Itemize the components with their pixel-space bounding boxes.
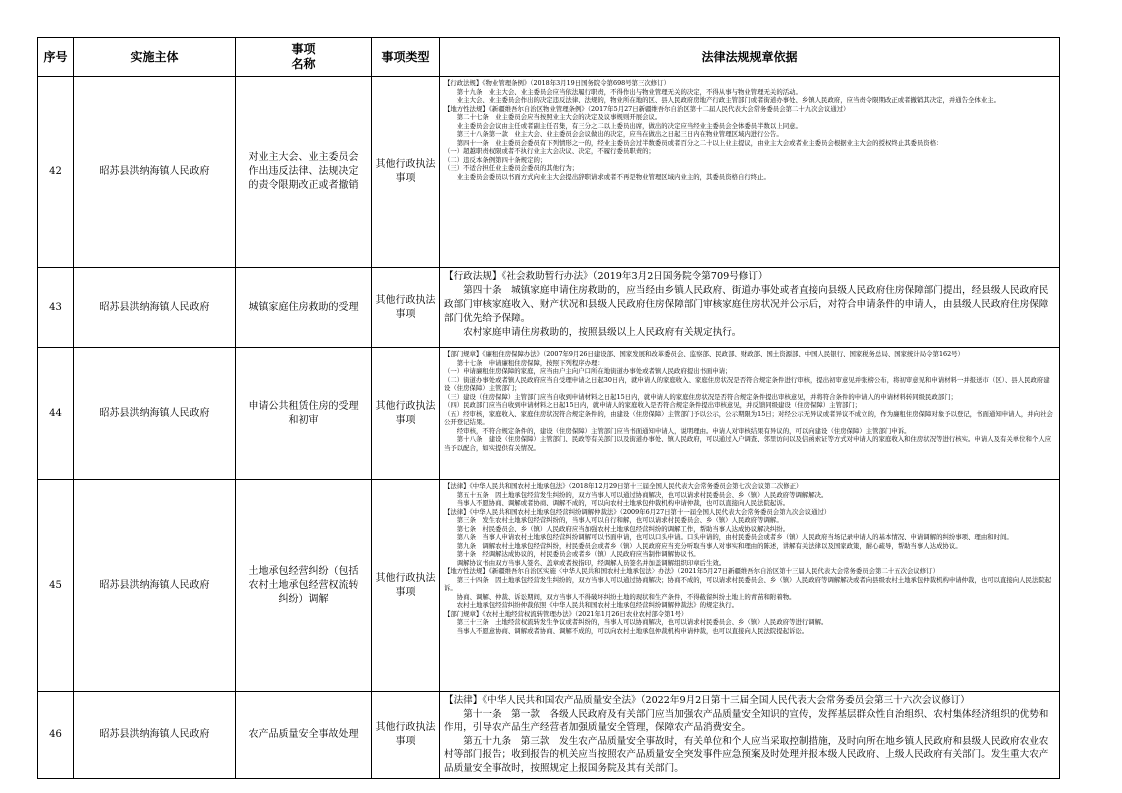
header-subject: 实施主体 (74, 38, 236, 77)
row-basis (440, 77, 1060, 268)
row-subject: 昭苏县洪纳海镇人民政府 (74, 692, 236, 779)
basis-line: （三）不适合担任业主委员会委员的其他行为； (444, 164, 579, 172)
row-type: 其他行政执法事项 (372, 692, 440, 779)
row-type: 其他行政执法事项 (372, 480, 440, 692)
header-row (38, 38, 1060, 77)
basis-line: 农村土地承包经营纠纷仲裁依照《中华人民共和国农村土地承包经营纠纷调解仲裁法》的规定执行。 (456, 601, 738, 609)
row-seq: 46 (38, 692, 74, 779)
basis-line: 第四十条 城镇家庭申请住房救助的，应当经由乡镇人民政府、街道办事处或者直接向县级人民政府住房保障部门提出，经县级人民政府民政部门审核家庭收入、财产状况和县级人民政府住房保障部门审核家庭住房状况并公示后，对符合申请条件的申请人，由县级人民政府住房保障部门优先给予保障。 (444, 285, 1049, 324)
basis-line: （三）建设（住房保障）主管部门应当自收到申请材料之日起15日内，就申请人的家庭住房状况是否符合规定条件提出审核意见，并将符合条件的申请人的申请材料转同级民政部门； (444, 392, 957, 401)
basis-line: 业主大会、业主委员会作出的决定违反法律、法规的，物业所在地的区、县人民政府房地产行政主管部门或者街道办事处、乡镇人民政府，应当责令限期改正或者撤销其决定，并通告全体业主。 (456, 96, 1000, 104)
basis-line: 【法律】《中华人民共和国农村土地承包经营纠纷调解仲裁法》（2009年6月27日第十一届全国人民代表大会常务委员会第九次会议通过） (444, 507, 831, 516)
row-item: 申请公共租赁住房的受理和初审 (236, 348, 372, 480)
row-subject: 昭苏县洪纳海镇人民政府 (74, 348, 236, 480)
row-subject: 昭苏县洪纳海镇人民政府 (74, 77, 236, 268)
header-type: 事项类型 (372, 38, 440, 77)
row-basis (440, 348, 1060, 480)
header-item: 事项 名称 (236, 38, 372, 77)
basis-line: 第十九条 业主大会、业主委员会应当依法履行职责，不得作出与物业管理无关的决定，不得从事与物业管理无关的活动。 (456, 87, 802, 96)
header-basis: 法律法规规章依据 (440, 38, 1060, 77)
basis-line: 第三十四条 因土地承包经营发生纠纷的，双方当事人可以通过协商解决；协商不成的，可以请求村民委员会、乡（镇）人民政府等调解解决或者向县级农村土地承包仲裁机构申请仲裁，也可以直接向人民法院起诉。 (444, 575, 1052, 592)
basis-line: 第三十三条 土地经营权流转发生争议或者纠纷的，当事人可以协商解决，也可以请求村民委员会、乡（镇）人民政府等进行调解。 (456, 618, 828, 626)
row-type: 其他行政执法事项 (372, 348, 440, 480)
basis-line: 【部门规章】《农村土地经营权流转管理办法》（2021年1月26日农业农村部令第1号） (444, 609, 688, 618)
basis-line: 协商、调解、仲裁、诉讼期间，双方当事人不得破坏纠纷土地的现状和生产条件，不得截留纠纷土地上的青苗和附着物。 (456, 592, 796, 601)
basis-line: （二）违反本条例第四十条规定的； (444, 155, 547, 164)
basis-line: 【行政法规】《社会救助暂行办法》（2019年3月2日国务院令第709号修订） (444, 271, 768, 282)
row-seq: 42 (38, 77, 74, 268)
row-item: 农产品质量安全事故处理 (236, 692, 372, 779)
basis-line: 第三条 发生农村土地承包经营纠纷的，当事人可以自行和解，也可以请求村民委员会、乡（镇）人民政府等调解。 (456, 516, 783, 524)
basis-line: （一）申请廉租住房保障的家庭，应当由户主向户口所在地街道办事处或者镇人民政府提出书面申请； (444, 367, 732, 375)
basis-line: 第五十九条 第三款 发生农产品质量安全事故时，有关单位和个人应当采取控制措施，及时向所在地乡镇人民政府和县级人民政府农业农村等部门报告；收到报告的机关应当按照农产品质量安全突发事件应急预案及时处理并报本级人民政府、上级人民政府有关部门。发生重大农产品质量安全事故时，按照规定上报国务院及其有关部门。 (444, 735, 1049, 774)
basis-line: 【部门规章】《廉租住房保障办法》（2007年9月26日建设部、国家发展和改革委员会、监察部、民政部、财政部、国土资源部、中国人民银行、国家税务总局、国家统计局令第162号） (444, 350, 964, 358)
basis-line: 【行政法规】《物业管理条例》（2018年3月19日国务院令第698号第三次修订） (444, 79, 670, 87)
row-basis (440, 692, 1060, 779)
basis-line: 【法律】《中华人民共和国农产品质量安全法》（2022年9月2日第十三届全国人民代表大会常务委员会第三十六次会议修订） (444, 695, 970, 706)
table-row (38, 268, 1060, 348)
row-item: 土地承包经营纠纷（包括农村土地承包经营权流转纠纷）调解 (236, 480, 372, 692)
basis-line: 第十七条 申请廉租住房保障，按照下列程序办理： (456, 358, 604, 367)
basis-line: 第十八条 建设（住房保障）主管部门、民政等有关部门以及街道办事处、镇人民政府，可以通过入户调查、邻里访问以及信函索证等方式对申请人的家庭收入和住房状况等进行核实。申请人及有关单位和个人应当予以配合，如实提供有关情况。 (444, 435, 1052, 452)
basis-line: 调解协议书由双方当事人签名、盖章或者按指印，经调解人员签名并加盖调解组织印章后生效。 (456, 558, 726, 567)
basis-line: 业主委员会会议由主任或者副主任召集，有三分之二以上委员出席，做出的决定应当经业主委员会全体委员半数以上同意。 (456, 121, 802, 130)
row-type: 其他行政执法事项 (372, 268, 440, 348)
basis-line: 当事人不愿协商、调解或者协商、调解不成的，可以向农村土地承包仲裁机构申请仲裁，也可以直接向人民法院起诉。 (456, 499, 790, 507)
basis-line: 第三十八条第一款 业主大会、业主委员会会议做出的决定，应当在做出之日起三日内在物业管理区域内进行公告。 (456, 130, 783, 138)
basis-line: 第八条 当事人申请农村土地承包经营纠纷调解可以书面申请，也可以口头申请。口头申请的，由村民委员会或者乡（镇）人民政府当场记录申请人的基本情况、申请调解的纠纷事项、理由和时间。 (456, 533, 1013, 541)
basis-line: 第七条 村民委员会、乡（镇）人民政府应当加强农村土地承包经营纠纷的调解工作，帮助当事人达成协议解决纠纷。 (456, 524, 790, 533)
row-basis (440, 480, 1060, 692)
basis-line: 【法律】《中华人民共和国农村土地承包法》（2018年12月29日第十三届全国人民代表大会常务委员会第七次会议第二次修正） (444, 482, 803, 490)
basis-line: 第五十五条 因土地承包经营发生纠纷的，双方当事人可以通过协商解决，也可以请求村民委员会、乡（镇）人民政府等调解解决。 (456, 490, 828, 499)
row-seq: 43 (38, 268, 74, 348)
basis-line: （二）街道办事处或者镇人民政府应当自受理申请之日起30日内，就申请人的家庭收入、家庭住房状况是否符合规定条件进行审核，提出初审意见并张榜公布，将初审意见和申请材料一并报送市（区）、县人民政府建设（住房保障）主管部门； (444, 375, 1050, 392)
basis-line: 第十条 经调解达成协议的，村民委员会或者乡（镇）人民政府应当制作调解协议书。 (456, 550, 700, 558)
basis-line: 第九条 调解农村土地承包经营纠纷，村民委员会或者乡（镇）人民政府应当充分听取当事人对事实和理由的陈述，讲解有关法律以及国家政策，耐心疏导，帮助当事人达成协议。 (456, 541, 962, 550)
basis-line: 第四十一条 业主委员会委员有下列情形之一的，经业主委员会过半数委员或者百分之二十以上业主提议，由业主大会或者业主委员会根据业主大会的授权终止其委员资格： (456, 138, 943, 147)
enforcement-table (37, 37, 1060, 779)
basis-line: 第二十七条 业主委员会应当按照业主大会的决定及议事规则开展会议。 (456, 113, 662, 121)
row-subject: 昭苏县洪纳海镇人民政府 (74, 268, 236, 348)
row-item: 城镇家庭住房救助的受理 (236, 268, 372, 348)
row-subject: 昭苏县洪纳海镇人民政府 (74, 480, 236, 692)
row-seq: 44 (38, 348, 74, 480)
basis-line: 业主委员会委员以书面方式向业主大会提出辞职请求或者不再是物业管理区域内业主的，其委员资格自行终止。 (456, 172, 770, 181)
basis-line: 【地方性法规】《新疆维吾尔自治区实施〈中华人民共和国农村土地承包法〉办法》（2021年5月27日新疆维吾尔自治区第十三届人民代表大会常务委员会第二十五次会议修订） (444, 567, 939, 575)
table-row (38, 348, 1060, 480)
table-row (38, 692, 1060, 779)
basis-line: 当事人不愿意协商、调解或者协商、调解不成的，可以向农村土地承包仲裁机构申请仲裁，也可以直接向人民法院提起诉讼。 (456, 626, 809, 635)
basis-line: 第十一条 第一款 各级人民政府及有关部门应当加强农产品质量安全知识的宣传，发挥基层群众性自治组织、农村集体经济组织的优势和作用，引导农产品生产经营者加强质量安全管理，保障农产品消费安全。 (444, 708, 1049, 733)
header-seq: 序号 (38, 38, 74, 77)
table-row (38, 480, 1060, 692)
basis-line: （一）超越职责权限或者不执行业主大会决议、决定，不履行委员职责的； (444, 147, 655, 155)
basis-line: （五）经审核，家庭收入、家庭住房状况符合规定条件的，由建设（住房保障）主管部门予以公示，公示期限为15日；对经公示无异议或者异议不成立的，作为廉租住房保障对象予以登记，书面通知申请人，并向社会公开登记结果。 (444, 409, 1053, 426)
basis-line: 农村家庭申请住房救助的，按照县级以上人民政府有关规定执行。 (463, 327, 742, 338)
basis-line: 【地方性法规】《新疆维吾尔自治区物业管理条例》（2017年5月27日新疆维吾尔自治区第十二届人民代表大会常务委员会第二十九次会议通过） (444, 104, 850, 113)
row-seq: 45 (38, 480, 74, 692)
basis-line: 经审核，不符合规定条件的，建设（住房保障）主管部门应当书面通知申请人，说明理由。申请人对审核结果有异议的，可以向建设（住房保障）主管部门申诉。 (456, 426, 911, 435)
basis-line: （四）民政部门应当自收到申请材料之日起15日内，就申请人的家庭收入是否符合规定条件提出审核意见，并反馈同级建设（住房保障）主管部门； (444, 401, 862, 409)
row-item: 对业主大会、业主委员会作出违反法律、法规决定的责令限期改正或者撤销 (236, 77, 372, 268)
row-basis (440, 268, 1060, 348)
table-row (38, 77, 1060, 268)
row-type: 其他行政执法事项 (372, 77, 440, 268)
